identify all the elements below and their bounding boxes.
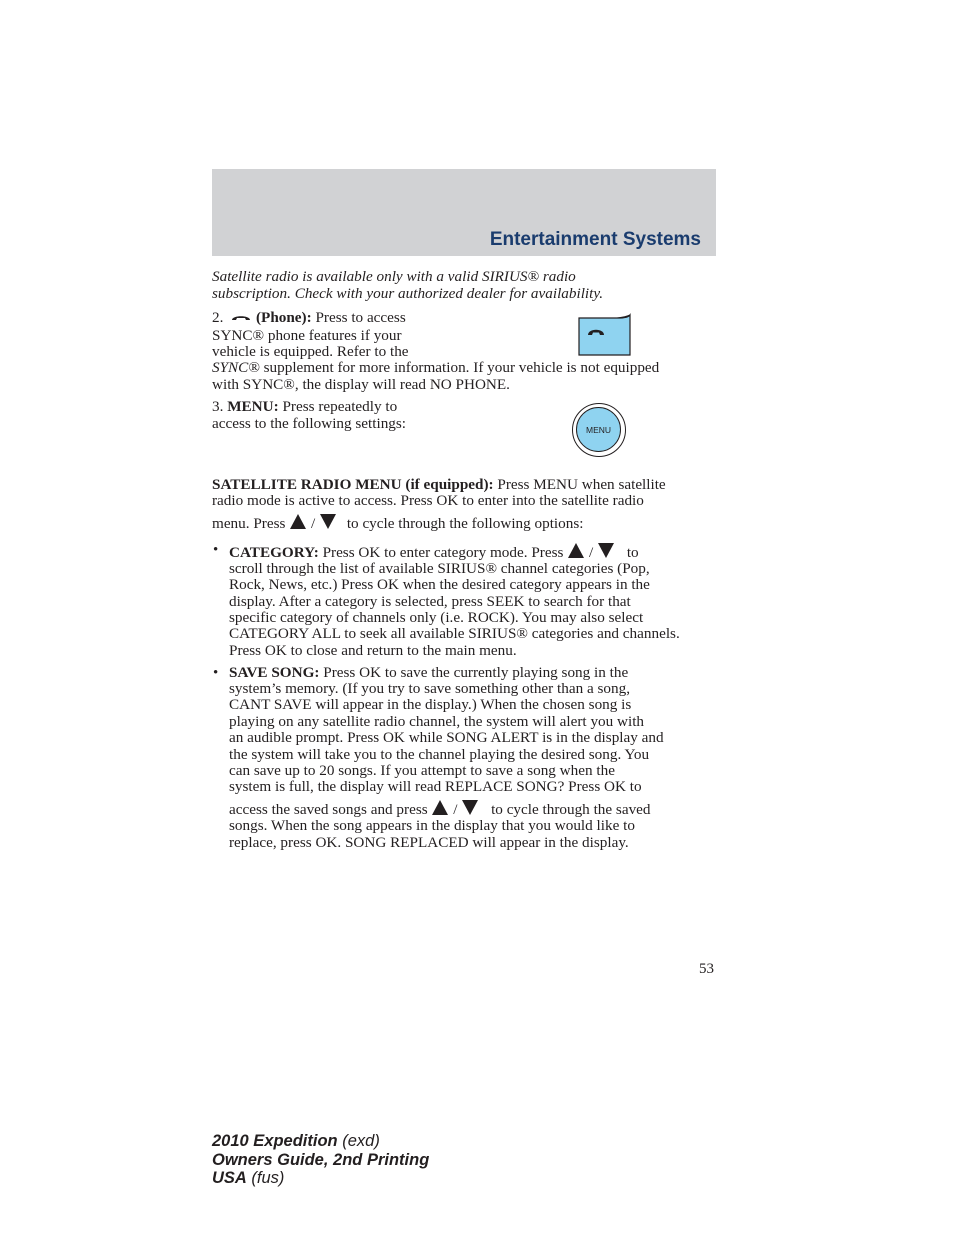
- footer-market: USA: [212, 1169, 247, 1187]
- up-arrow-icon: [567, 542, 585, 559]
- availability-note-line-1: Satellite radio is available only with a valid SIRIUS® radio: [212, 268, 576, 285]
- phone-item-line-4: [212, 360, 659, 377]
- category-line-4: display. After a category is selected, press SEEK to search for that: [229, 593, 631, 610]
- phone-item-line-3: vehicle is equipped. Refer to the: [212, 343, 409, 360]
- menu-button-label: MENU: [585, 424, 612, 435]
- save-song-line-9: [229, 799, 651, 819]
- down-arrow-icon: [319, 513, 337, 530]
- save-song-line-8: system is full, the display will read REPLACE SONG? Press OK to: [229, 778, 642, 795]
- menu-item-text: Press repeatedly to: [282, 398, 398, 415]
- category-line-1-end: to: [626, 544, 639, 561]
- slash-separator: /: [589, 544, 594, 561]
- save-song-line-4: playing on any satellite radio channel, the system will alert you with: [229, 713, 645, 730]
- footer-line-2: Owners Guide, 2nd Printing: [212, 1150, 430, 1169]
- sat-menu-line-3: [212, 513, 583, 533]
- section-title: Entertainment Systems: [489, 229, 701, 250]
- save-song-label: SAVE SONG:: [229, 664, 320, 681]
- slash-separator: /: [311, 515, 316, 532]
- up-arrow-icon: [289, 513, 307, 530]
- category-label: CATEGORY:: [229, 544, 319, 561]
- sat-menu-label: SATELLITE RADIO MENU (if equipped):: [212, 476, 494, 493]
- menu-item-line-2: access to the following settings:: [212, 415, 407, 432]
- phone-item-label: (Phone):: [255, 309, 312, 326]
- category-line-3: Rock, News, etc.) Press OK when the desired category appears in the: [229, 576, 650, 593]
- footer-model-code: (exd): [337, 1132, 380, 1150]
- save-song-line-11: replace, press OK. SONG REPLACED will appear in the display.: [229, 834, 629, 851]
- menu-button-illustration: [572, 403, 626, 457]
- down-arrow-icon: [597, 542, 615, 559]
- availability-note-line-2: subscription. Check with your authorized dealer for availability.: [212, 285, 604, 302]
- category-line-1: [229, 542, 639, 562]
- sat-menu-line-3-start: menu. Press: [212, 515, 286, 532]
- sync-reference: SYNC®: [212, 359, 260, 376]
- save-song-line-9-end: to cycle through the saved: [491, 801, 651, 818]
- slash-separator: /: [453, 801, 458, 818]
- save-song-line-6: the system will take you to the channel playing the desired song. You: [229, 746, 650, 763]
- menu-item-line-1: [212, 399, 397, 416]
- section-header-band: [212, 169, 716, 256]
- phone-item-text: Press to access: [315, 309, 406, 326]
- phone-item-line-1: [212, 310, 406, 327]
- up-arrow-icon: [431, 799, 449, 816]
- category-line-6: CATEGORY ALL to seek all available SIRIUS® categories and channels.: [229, 625, 680, 642]
- footer-line-1: [212, 1132, 429, 1151]
- save-song-line-9-start: access the saved songs and press: [229, 801, 428, 818]
- bullet-save-song: •: [213, 665, 219, 681]
- save-song-line-7: can save up to 20 songs. If you attempt to save a song when the: [229, 762, 615, 779]
- phone-item-number: 2.: [212, 309, 224, 326]
- category-line-2: scroll through the list of available SIRIUS® channel categories (Pop,: [229, 560, 650, 577]
- document-footer: [212, 1132, 429, 1188]
- phone-handset-icon: [230, 312, 252, 324]
- menu-item-label: MENU:: [227, 398, 279, 415]
- footer-line-3: [212, 1169, 429, 1188]
- save-song-line-5: an audible prompt. Press OK while SONG ALERT is in the display and: [229, 729, 664, 746]
- category-line-1-text: Press OK to enter category mode. Press: [318, 544, 564, 561]
- down-arrow-icon: [461, 799, 479, 816]
- sat-menu-line-1-text: Press MENU when satellite: [493, 476, 666, 493]
- sat-menu-line-2: radio mode is active to access. Press OK to enter into the satellite radio: [212, 492, 644, 509]
- category-line-7: Press OK to close and return to the main menu.: [229, 642, 517, 659]
- footer-market-code: (fus): [246, 1169, 285, 1187]
- footer-model: 2010 Expedition: [212, 1132, 338, 1150]
- save-song-line-3: CANT SAVE will appear in the display.) When the chosen song is: [229, 696, 632, 713]
- save-song-line-10: songs. When the song appears in the display that you would like to: [229, 817, 635, 834]
- phone-button-illustration: [576, 313, 632, 357]
- phone-item-line-5: with SYNC®, the display will read NO PHONE.: [212, 376, 510, 393]
- page-number: 53: [699, 961, 714, 977]
- phone-item-line-2: SYNC® phone features if your: [212, 327, 402, 344]
- save-song-line-1-text: Press OK to save the currently playing song in the: [319, 664, 629, 681]
- save-song-line-2: system’s memory. (If you try to save something other than a song,: [229, 680, 630, 697]
- phone-item-line-4-text: supplement for more information. If your vehicle is not equipped: [259, 359, 660, 376]
- sat-menu-line-3-end: to cycle through the following options:: [346, 515, 584, 532]
- menu-item-number: 3.: [212, 398, 224, 415]
- category-line-5: specific category of channels only (i.e. ROCK). You may also select: [229, 609, 644, 626]
- bullet-category: •: [213, 542, 219, 558]
